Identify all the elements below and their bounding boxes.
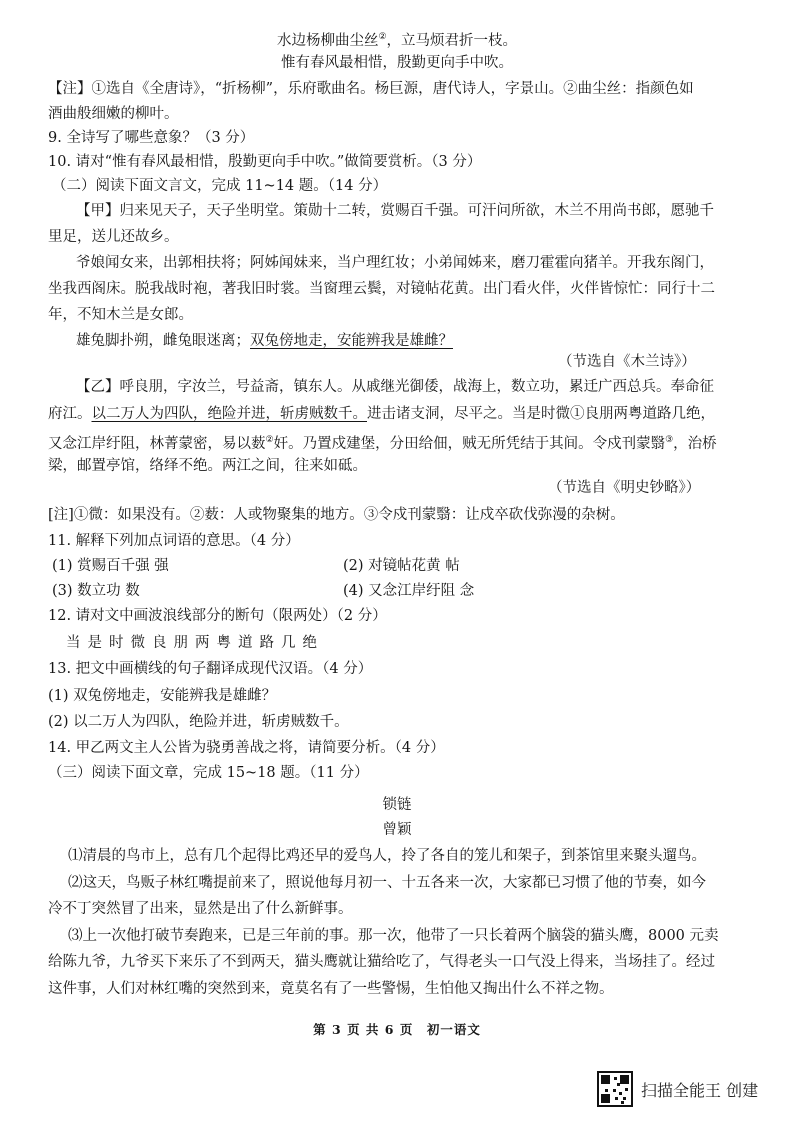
jia-source: （节选自《木兰诗》） — [558, 354, 696, 370]
article-para-3-line-1: ⑶上一次他打破节奏跑来，已是三年前的事。那一次，他带了一只长着两个脑袋的猫头鹰，8000 元卖 — [68, 928, 719, 944]
question-12-sentence: 当是时微良朋两粤道路几绝 — [66, 635, 324, 651]
poem-line-1: 水边杨柳曲尘丝②，立马烦君折一枝。 — [276, 32, 518, 49]
article-author: 曾颖 — [382, 822, 412, 838]
jia-para-1-line-2: 里足，送儿还故乡。 — [48, 229, 179, 245]
jia-para-3: 雄兔脚扑朔，雌兔眼迷离；双兔傍地走，安能辨我是雄雌？ — [76, 333, 453, 349]
question-10: 10. 请对“惟有春风最相惜，殷勤更向手中吹。”做简要赏析。（3 分） — [48, 154, 482, 170]
yi-line-4: 梁，邮置亭馆，络绎不绝。两江之间，往来如砥。 — [48, 458, 367, 474]
question-11-item-3: (3) 数立功 数 — [52, 583, 140, 599]
article-para-3-line-3: 这件事，人们对林红嘴的突然到来，竟莫名有了一些警惕，生怕他又掏出什么不祥之物。 — [48, 981, 614, 997]
yi-line-1: 【乙】呼良朋，字汝兰，号益斋，镇东人。从戚继光御倭，战海上，数立功，累迁广西总兵。奉命征 — [76, 379, 714, 395]
question-9: 9. 全诗写了哪些意象？（3 分） — [48, 130, 255, 146]
yi-line-3: 又念江岸纡阻，林菁蒙密，易以薮②奸。乃置戍建堡，分田给佃，贼无所凭结于其间。令戍刊蒙翳③，治桥 — [48, 435, 717, 452]
question-13-item-2: (2) 以二万人为四队，绝险并进，斩虏贼数千。 — [48, 714, 349, 730]
yi-note: [注]①微：如果没有。②薮：人或物聚集的地方。③令戍刊蒙翳：让戍卒砍伐弥漫的杂树。 — [48, 507, 625, 523]
scanner-watermark: 扫描全能王 创建 — [641, 1081, 759, 1100]
underlined-sentence: 以二万人为四队，绝险并进，斩虏贼数千。 — [91, 406, 367, 422]
jia-para-2-line-3: 年，不知木兰是女郎。 — [48, 307, 193, 323]
question-11: 11. 解释下列加点词语的意思。（4 分） — [48, 533, 300, 549]
underlined-sentence: 双兔傍地走，安能辨我是雄雌？ — [250, 333, 453, 349]
article-para-2-line-2: 冷不丁突然冒了出来，显然是出了什么新鲜事。 — [48, 901, 353, 917]
jia-para-2-line-2: 坐我西阁床。脱我战时袍，著我旧时裳。当窗理云鬓，对镜帖花黄。出门看火伴，火伴皆惊忙：同行十二 — [48, 281, 715, 297]
question-14: 14. 甲乙两文主人公皆为骁勇善战之将，请简要分析。（4 分） — [48, 740, 445, 756]
yi-line-2: 府江。以二万人为四队，绝险并进，斩虏贼数千。进击诸支洞，尽平之。当是时微①良朋两粤道路几绝， — [48, 406, 715, 422]
article-title: 锁链 — [382, 797, 412, 813]
article-para-3-line-2: 给陈九爷，九爷买下来乐了不到两天，猫头鹰就让猫给吃了，气得老头一口气没上得来，当场挂了。经过 — [48, 954, 715, 970]
question-11-item-4: (4) 又念江岸纡阻 念 — [343, 583, 475, 599]
page-footer: 第 3 页 共 6 页 初一语文 — [313, 1022, 481, 1037]
poem-line-2: 惟有春风最相惜，殷勤更向手中吹。 — [281, 55, 513, 71]
article-para-1: ⑴清晨的鸟市上，总有几个起得比鸡还早的爱鸟人，拎了各自的笼儿和架子，到茶馆里来聚头遛鸟。 — [68, 848, 706, 864]
footnote-mark: ② — [378, 32, 387, 42]
yi-source: （节选自《明史钞略》） — [548, 480, 701, 496]
footnote-mark: ② — [265, 435, 274, 445]
jia-para-1-line-1: 【甲】归来见天子，天子坐明堂。策勋十二转，赏赐百千强。可汗问所欲，木兰不用尚书郎，愿驰千 — [76, 203, 714, 219]
article-para-2-line-1: ⑵这天，鸟贩子林红嘴提前来了，照说他每月初一、十五各来一次，大家都已习惯了他的节奏，如今 — [68, 875, 706, 891]
footnote-mark: ③ — [665, 435, 674, 445]
qr-code-icon — [597, 1071, 633, 1107]
poem-note-line-2: 酒曲般细嫩的柳叶。 — [48, 106, 179, 122]
section-3-heading: （三）阅读下面文章，完成 15~18 题。（11 分） — [48, 765, 369, 781]
section-2-heading: （二）阅读下面文言文，完成 11~14 题。（14 分） — [52, 178, 388, 194]
question-13: 13. 把文中画横线的句子翻译成现代汉语。（4 分） — [48, 661, 373, 677]
poem-note-line-1: 【注】①选自《全唐诗》，“折杨柳”，乐府歌曲名。杨巨源，唐代诗人，字景山。②曲尘丝：指颜色如 — [48, 81, 694, 97]
question-11-item-1: (1) 赏赐百千强 强 — [52, 558, 169, 574]
question-11-item-2: (2) 对镜帖花黄 帖 — [343, 558, 460, 574]
question-12: 12. 请对文中画波浪线部分的断句（限两处）（2 分） — [48, 608, 387, 624]
question-13-item-1: (1) 双兔傍地走，安能辨我是雄雌？ — [48, 688, 277, 704]
jia-para-2-line-1: 爷娘闻女来，出郭相扶将；阿姊闻妹来，当户理红妆；小弟闻姊来，磨刀霍霍向猪羊。开我东阁门， — [76, 255, 714, 271]
